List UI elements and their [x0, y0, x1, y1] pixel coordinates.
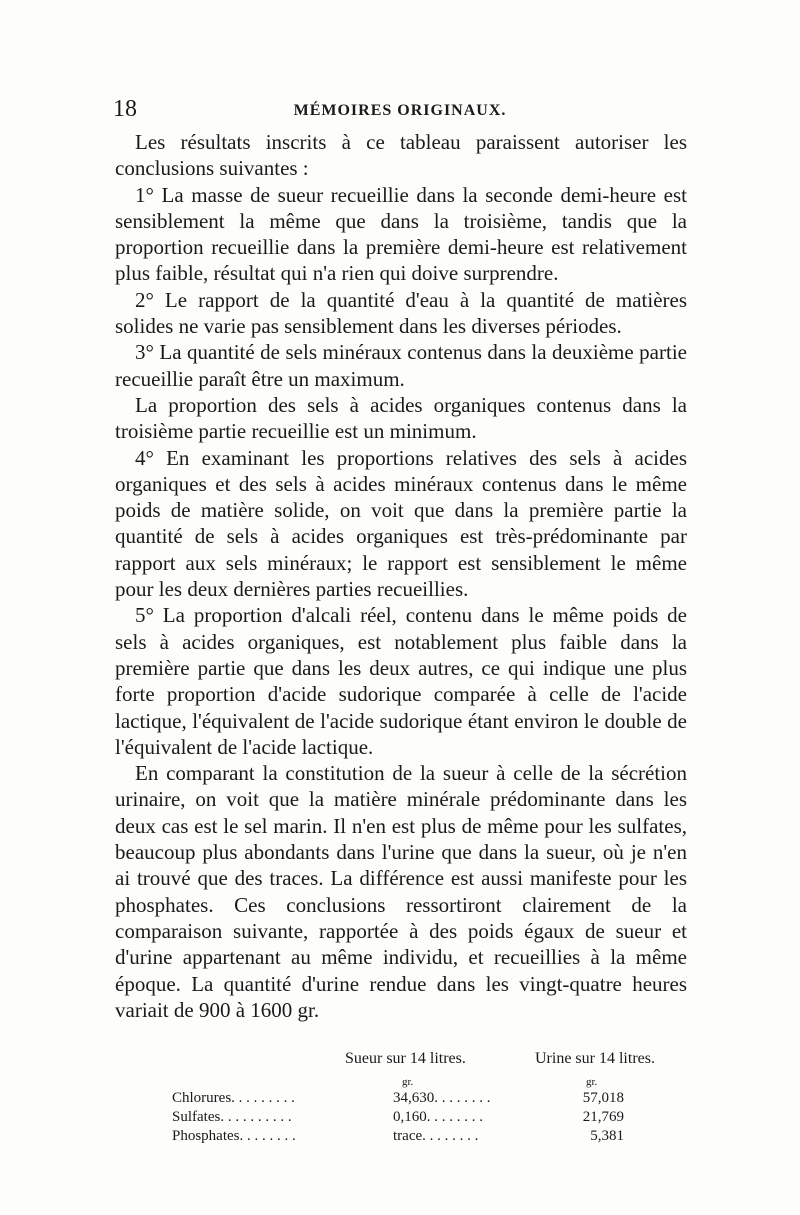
table-row	[115, 1109, 687, 1128]
row-label: Phosphates. . . . . . . .	[172, 1128, 296, 1144]
urine-value: 57,018	[582, 1090, 624, 1106]
paragraph: 4° En examinant les proportions relatives des sels à acides organiques et des sels à acides minéraux contenus dans le même poids de matière solide, on voit que dans la première partie la quantité de sels à acides organiques est très-prédominante par rapport aux sels minéraux; le rapport est sensiblement le même pour les deux dernières parties recueillies.	[115, 445, 687, 602]
table-header	[115, 1050, 687, 1076]
urine-value: 21,769	[582, 1109, 624, 1125]
table-row	[115, 1128, 687, 1147]
row-label: Sulfates. . . . . . . . . .	[172, 1109, 292, 1125]
column-header-sueur: Sueur sur 14 litres.	[345, 1050, 466, 1067]
sueur-value: trace. . . . . . . .	[393, 1128, 479, 1144]
running-title: MÉMOIRES ORIGINAUX.	[293, 102, 507, 119]
comparison-table	[115, 1050, 687, 1147]
page-header	[113, 96, 687, 126]
row-label: Chlorures. . . . . . . . .	[172, 1090, 295, 1106]
unit-sueur: gr.	[402, 1076, 414, 1088]
column-header-urine: Urine sur 14 litres.	[535, 1050, 655, 1067]
paragraph: La proportion des sels à acides organiques contenus dans la troisième partie recueillie est un minimum.	[115, 392, 687, 444]
page-number: 18	[113, 96, 137, 122]
paragraph: En comparant la constitution de la sueur à celle de la sécrétion urinaire, on voit que la matière minérale prédominante dans les deux cas est le sel marin. Il n'en est plus de même pour les sulfates, beaucoup plus abondants dans l'urine que dans la sueur, où je n'en ai trouvé que des traces. La différence est aussi manifeste pour les phosphates. Ces conclusions ressortiront clairement de la comparaison suivante, rapportée à des poids égaux de sueur et d'urine appartenant au même individu, et recueillies à la même époque. La quantité d'urine rendue dans les vingt-quatre heures variait de 900 à 1600 gr.	[115, 761, 687, 1022]
paragraph: 1° La masse de sueur recueillie dans la seconde demi-heure est sensiblement la même que dans la troisième, tandis que la proportion recueillie dans la première demi-heure est relativement plus faible, résultat qui n'a rien qui doive surprendre.	[115, 182, 687, 286]
table-units	[115, 1076, 687, 1090]
paragraph: 5° La proportion d'alcali réel, contenu dans le même poids de sels à acides organiques, est notablement plus faible dans la première partie que dans les deux autres, ce qui indique une plus forte proportion d'acide sudorique comparée à celle de l'acide lactique, l'équivalent de l'acide sudorique étant environ le double de l'équivalent de l'acide lactique.	[115, 603, 687, 759]
paragraph: 3° La quantité de sels minéraux contenus dans la deuxième partie recueillie paraît être un maximum.	[115, 340, 687, 391]
paragraph: Les résultats inscrits à ce tableau paraissent autoriser les conclusions suivantes :	[115, 130, 687, 181]
table-row	[115, 1090, 687, 1109]
unit-urine: gr.	[586, 1076, 598, 1088]
sueur-value: 0,160. . . . . . . .	[393, 1109, 483, 1125]
paragraph: 2° Le rapport de la quantité d'eau à la quantité de matières solides ne varie pas sensiblement dans les diverses périodes.	[115, 287, 687, 339]
body-text	[115, 129, 687, 1023]
sueur-value: 34,630. . . . . . . .	[393, 1090, 491, 1106]
urine-value: 5,381	[590, 1128, 624, 1144]
